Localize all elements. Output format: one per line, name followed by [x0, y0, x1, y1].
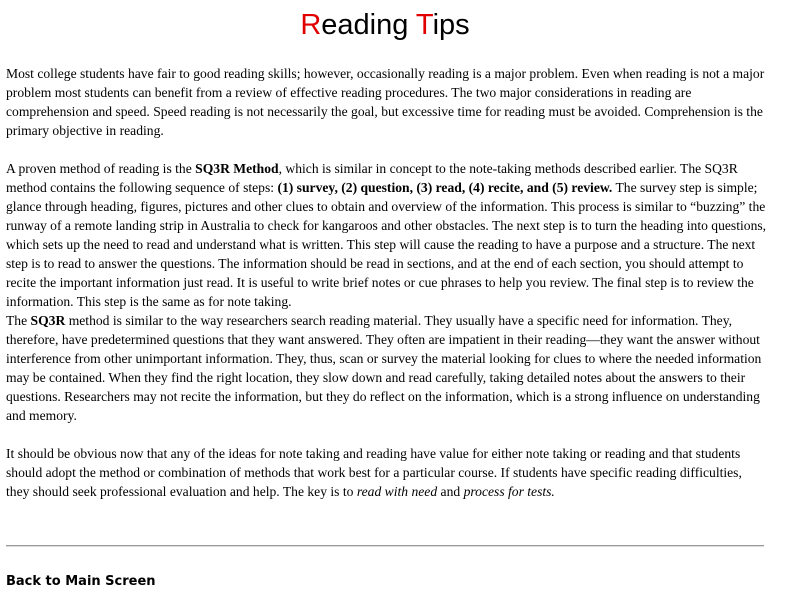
page-title [0, 6, 770, 44]
paragraph-text: The [6, 313, 31, 328]
sq3r-bold: SQ3R [30, 313, 66, 328]
paragraph-text: , which is similar in concept to the note-taking methods described earlier. The SQ3R method contains the following sequence of steps: [6, 161, 738, 195]
paragraph-conclusion [6, 444, 768, 501]
paragraph-text: and [437, 484, 464, 499]
back-to-main-screen-link[interactable]: Back to Main Screen [6, 574, 156, 589]
paragraph-sq3r-method [6, 159, 768, 311]
horizontal-divider [6, 545, 764, 547]
paragraph-text: method is similar to the way researchers search reading material. They usually have a specific need for information. They, therefore, have predetermined questions that they want answered. They often are impatient in their reading—they want the answer without interference from other unimportant information. They, thus, scan or survey the material looking for clues to where the needed information may be contained. When they find the right location, they slow down and read carefully, taking detailed notes about the answers to their questions. Researchers may not recite the information, but they do reflect on the information, which is a strong influence on understanding and memory. [6, 313, 762, 423]
title-first-letter: R [300, 9, 322, 41]
paragraph-gap [6, 140, 768, 159]
read-with-need-italic: read with need [356, 484, 438, 499]
sq3r-method-bold: SQ3R Method [195, 161, 279, 176]
paragraph-gap [6, 425, 768, 444]
process-for-tests-italic: process for tests. [463, 484, 555, 499]
article-body [6, 64, 768, 501]
paragraph-researchers [6, 311, 768, 425]
paragraph-text: A proven method of reading is the [6, 161, 196, 176]
title-text-part2: ips [432, 9, 470, 41]
sq3r-steps-bold: (1) survey, (2) question, (3) read, (4) recite, and (5) review. [277, 180, 613, 195]
paragraph-intro: Most college students have fair to good reading skills; however, occasionally reading is a major problem. Even when reading is not a major problem most students can benefit from a review of effective reading procedures. The two major considerations in reading are comprehension and speed. Speed reading is not necessarily the goal, but excessive time for reading must be avoided. Comprehension is the primary objective in reading. [6, 66, 765, 138]
title-text-part1: eading [321, 9, 416, 41]
paragraph-text: The survey step is simple; glance through heading, figures, pictures and other clues to obtain and overview of the information. This process is similar to “buzzing” the runway of a remote landing strip in Australia to check for kangaroos and other obstacles. The next step is to turn the heading into questions, which sets up the need to read and understand what is written. This step will cause the reading to have a purpose and a structure. The next step is to read to answer the questions. The information should be read in sections, and at the end of each section, you should attempt to recite the important information just read. It is useful to write brief notes or cue phrases to help you review. The final step is to review the information. This step is the same as for note taking. [6, 180, 767, 309]
title-second-letter: T [415, 9, 433, 41]
paragraph-text: It should be obvious now that any of the ideas for note taking and reading have value for either note taking or reading and that students should adopt the method or combination of methods that work best for a particular course. If students have specific reading difficulties, they should seek professional evaluation and help. The key is to [6, 446, 742, 499]
